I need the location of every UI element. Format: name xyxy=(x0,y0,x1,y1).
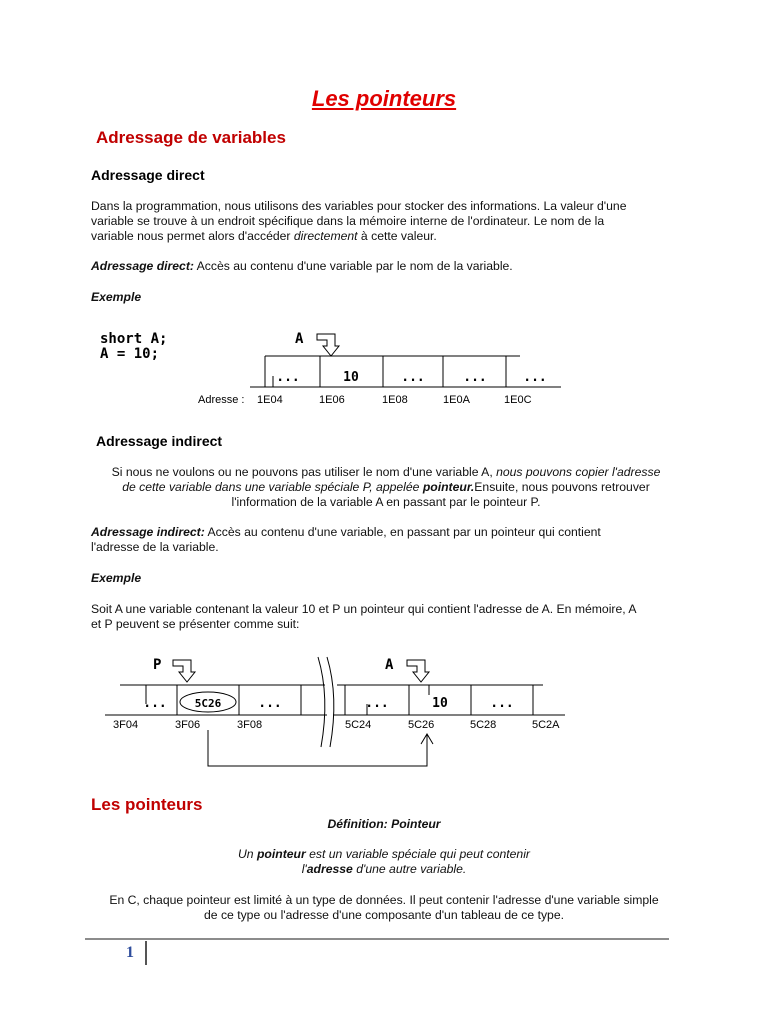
memory-cell: ... xyxy=(463,370,487,385)
section-adressage-variables: Adressage de variables xyxy=(96,128,286,147)
footer-divider xyxy=(85,938,669,940)
down-arrow-icon xyxy=(317,334,339,356)
definition-text: Accès au contenu d'une variable par le nom de la variable. xyxy=(193,259,513,273)
address: 3F08 xyxy=(237,719,263,731)
address-label: Adresse : xyxy=(198,394,245,406)
text-line: de ce type ou l'adresse d'une composante d'un tableau de ce type. xyxy=(204,908,564,922)
code-line-2: A = 10; xyxy=(100,346,160,362)
text-run: d'une autre variable. xyxy=(352,862,467,876)
address: 5C24 xyxy=(345,719,372,731)
strong-emphasis: pointeur. xyxy=(422,480,475,494)
address: 1E04 xyxy=(257,394,283,406)
indirect-paragraph xyxy=(86,465,686,510)
text-line: Soit A une variable contenant la valeur 10 et P un pointeur qui contient l'adresse de A. En mémoire, A xyxy=(91,602,637,616)
pointer-cell-value: 5C26 xyxy=(194,697,222,710)
pointer-definition xyxy=(84,847,684,877)
pointer-connector xyxy=(208,730,427,766)
address: 5C26 xyxy=(408,719,435,731)
example-label-1: Exemple xyxy=(91,290,142,304)
definition-text-line-2: l'adresse de la variable. xyxy=(91,540,219,554)
definition-title: Définition: Pointeur xyxy=(327,817,441,831)
heading-adressage-direct: Adressage direct xyxy=(91,167,205,183)
emphasis: nous pouvons copier l'adresse xyxy=(496,465,661,479)
down-arrow-icon xyxy=(173,660,195,682)
indirect-definition xyxy=(91,525,691,555)
address: 5C2A xyxy=(532,719,560,731)
text-run: Si nous ne voulons ou ne pouvons pas utiliser le nom d'une variable A, xyxy=(111,465,497,479)
var-label-a: A xyxy=(385,657,394,673)
down-arrow-icon xyxy=(407,660,429,682)
var-label-p: P xyxy=(153,657,162,673)
page-title: Les pointeurs xyxy=(311,86,457,111)
memory-cell: ... xyxy=(276,370,300,385)
memory-cell-value: 10 xyxy=(343,370,359,385)
definition-label: Adressage direct: xyxy=(91,259,194,273)
heading-adressage-indirect: Adressage indirect xyxy=(96,433,223,449)
text-run: est un variable spéciale qui peut contenir xyxy=(305,847,530,861)
text-run: Ensuite, nous pouvons retrouver xyxy=(474,480,650,494)
memory-cell-value: 10 xyxy=(432,696,448,711)
text-run: à cette valeur. xyxy=(357,229,437,243)
code-line-1: short A; xyxy=(100,331,168,347)
text-line: En C, chaque pointeur est limité à un type de données. Il peut contenir l'adresse d'une variable simple xyxy=(109,893,659,907)
example-label-2: Exemple xyxy=(91,571,142,585)
address: 3F04 xyxy=(113,719,139,731)
address: 3F06 xyxy=(175,719,201,731)
text-run: variable nous permet alors d'accéder xyxy=(91,229,294,243)
indirect-para-line-2 xyxy=(86,480,686,495)
text-line: et P peuvent se présenter comme suit: xyxy=(91,617,300,631)
direct-paragraph xyxy=(91,199,691,244)
indirect-paragraph-2 xyxy=(91,602,691,632)
definition-label: Adressage indirect: xyxy=(91,525,205,539)
strong: adresse xyxy=(306,862,353,876)
memory-cell: ... xyxy=(258,696,282,711)
memory-cell: ... xyxy=(365,696,389,711)
direct-para-line-2: variable se trouve à un endroit spécifique dans la mémoire interne de l'ordinateur. Le nom de la xyxy=(91,214,605,228)
address: 1E06 xyxy=(319,394,345,406)
memory-cell: ... xyxy=(143,696,167,711)
indirect-para-line-3: l'information de la variable A en passant par le pointeur P. xyxy=(231,495,541,509)
emphasis: de cette variable dans une variable spéciale P, appelée xyxy=(122,480,423,494)
page-number: 1 xyxy=(126,944,134,961)
address: 5C28 xyxy=(470,719,497,731)
strong: pointeur xyxy=(256,847,306,861)
direct-para-line-3 xyxy=(91,229,691,244)
indirect-para-line-1 xyxy=(86,465,686,480)
direct-memory-diagram xyxy=(95,326,575,410)
memory-cell: ... xyxy=(401,370,425,385)
direct-para-line-1: Dans la programmation, nous utilisons des variables pour stocker des informations. La valeur d'une xyxy=(91,199,627,213)
pointer-type-paragraph xyxy=(84,893,684,923)
text-run: l' xyxy=(301,862,307,876)
address: 1E0C xyxy=(504,394,532,406)
text-run: Un xyxy=(238,847,257,861)
direct-definition xyxy=(91,259,513,274)
section-les-pointeurs: Les pointeurs xyxy=(91,795,203,814)
address: 1E0A xyxy=(443,394,470,406)
page-number-bar xyxy=(145,941,147,965)
address: 1E08 xyxy=(382,394,408,406)
var-label-a: A xyxy=(295,331,304,347)
indirect-memory-diagram xyxy=(105,652,575,772)
memory-cell: ... xyxy=(490,696,514,711)
emphasis: directement xyxy=(293,229,358,243)
memory-cell: ... xyxy=(523,370,547,385)
definition-text: Accès au contenu d'une variable, en passant par un pointeur qui contient xyxy=(204,525,601,539)
